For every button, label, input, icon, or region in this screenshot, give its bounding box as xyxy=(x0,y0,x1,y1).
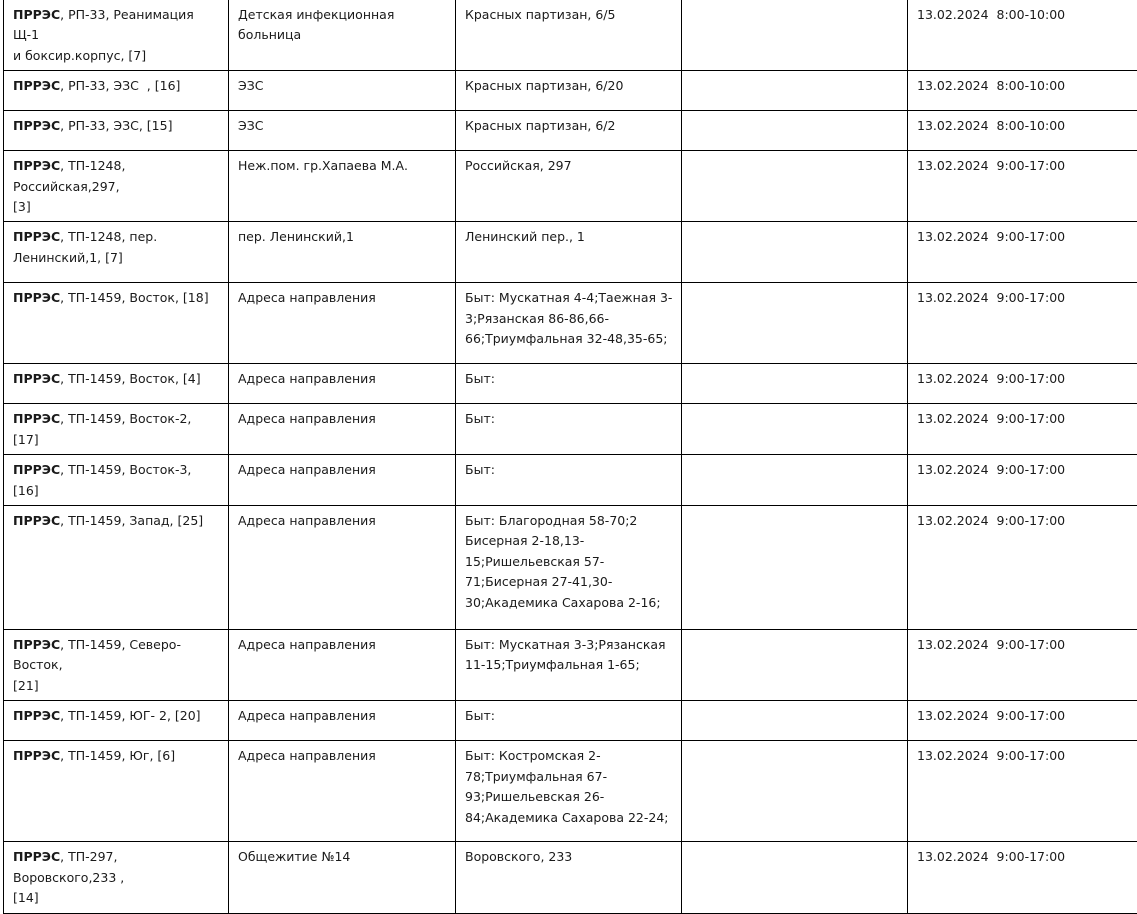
note-cell xyxy=(682,222,908,283)
object-cell xyxy=(4,283,229,364)
note-cell xyxy=(682,404,908,455)
object-cell xyxy=(4,842,229,913)
table-row xyxy=(4,506,1137,630)
object-cell xyxy=(4,630,229,701)
table-row xyxy=(4,0,1137,71)
date-cell: 13.02.2024 9:00-17:00 xyxy=(908,364,1137,404)
consumer-cell: Адреса направления xyxy=(229,455,456,506)
address-cell: Быт: xyxy=(456,455,682,506)
table-row xyxy=(4,630,1137,701)
address-cell: Быт: Костромская 2- 78;Триумфальная 67- 93;Ришельевская 26- 84;Академика Сахарова 22-24; xyxy=(456,741,682,842)
org-label: ПРРЭС xyxy=(13,748,60,763)
object-label: , ТП-1459, Восток-2, [17] xyxy=(13,411,195,446)
address-cell: Российская, 297 xyxy=(456,151,682,222)
note-cell xyxy=(682,701,908,741)
object-cell xyxy=(4,71,229,111)
object-label: , ТП-1459, Восток-3, [16] xyxy=(13,462,195,497)
note-cell xyxy=(682,111,908,151)
object-cell xyxy=(4,111,229,151)
object-cell xyxy=(4,404,229,455)
object-label: , ТП-1459, Северо-Восток, [21] xyxy=(13,637,181,693)
table-row xyxy=(4,222,1137,283)
consumer-cell: Адреса направления xyxy=(229,630,456,701)
address-cell: Быт: Благородная 58-70;2 Бисерная 2-18,13- 15;Ришельевская 57- 71;Бисерная 27-41,30- 30;Академика Сахарова 2-16; xyxy=(456,506,682,630)
address-cell: Красных партизан, 6/2 xyxy=(456,111,682,151)
org-label: ПРРЭС xyxy=(13,229,60,244)
note-cell xyxy=(682,364,908,404)
consumer-cell: Адреса направления xyxy=(229,741,456,842)
object-cell xyxy=(4,364,229,404)
note-cell xyxy=(682,71,908,111)
org-label: ПРРЭС xyxy=(13,513,60,528)
date-cell: 13.02.2024 9:00-17:00 xyxy=(908,701,1137,741)
date-cell: 13.02.2024 8:00-10:00 xyxy=(908,71,1137,111)
address-cell: Ленинский пер., 1 xyxy=(456,222,682,283)
note-cell xyxy=(682,506,908,630)
object-cell xyxy=(4,455,229,506)
object-label: , ТП-1248, пер. Ленинский,1, [7] xyxy=(13,229,157,264)
date-cell: 13.02.2024 8:00-10:00 xyxy=(908,111,1137,151)
consumer-cell: Адреса направления xyxy=(229,506,456,630)
note-cell xyxy=(682,741,908,842)
address-cell: Быт: xyxy=(456,404,682,455)
date-cell: 13.02.2024 9:00-17:00 xyxy=(908,741,1137,842)
object-cell xyxy=(4,151,229,222)
date-cell: 13.02.2024 9:00-17:00 xyxy=(908,222,1137,283)
object-label: , ТП-1248, Российская,297, [3] xyxy=(13,158,129,214)
address-cell: Быт: Мускатная 3-3;Рязанская 11-15;Триумфальная 1-65; xyxy=(456,630,682,701)
date-cell: 13.02.2024 9:00-17:00 xyxy=(908,630,1137,701)
address-cell: Быт: xyxy=(456,364,682,404)
consumer-cell: Неж.пом. гр.Хапаева М.А. xyxy=(229,151,456,222)
consumer-cell: ЭЗС xyxy=(229,71,456,111)
consumer-cell: Адреса направления xyxy=(229,283,456,364)
object-label: , ТП-1459, ЮГ- 2, [20] xyxy=(60,708,200,723)
object-cell xyxy=(4,506,229,630)
address-cell: Воровского, 233 xyxy=(456,842,682,913)
object-label: , ТП-1459, Восток, [4] xyxy=(60,371,200,386)
org-label: ПРРЭС xyxy=(13,290,60,305)
org-label: ПРРЭС xyxy=(13,708,60,723)
table-row xyxy=(4,71,1137,111)
object-label: , РП-33, ЭЗС, [15] xyxy=(60,118,172,133)
table-body xyxy=(4,0,1137,913)
org-label: ПРРЭС xyxy=(13,158,60,173)
object-cell xyxy=(4,741,229,842)
note-cell xyxy=(682,0,908,71)
address-cell: Быт: Мускатная 4-4;Таежная 3- 3;Рязанская 86-86,66- 66;Триумфальная 32-48,35-65; xyxy=(456,283,682,364)
org-label: ПРРЭС xyxy=(13,7,60,22)
consumer-cell: пер. Ленинский,1 xyxy=(229,222,456,283)
date-cell: 13.02.2024 8:00-10:00 xyxy=(908,0,1137,71)
date-cell: 13.02.2024 9:00-17:00 xyxy=(908,151,1137,222)
date-cell: 13.02.2024 9:00-17:00 xyxy=(908,404,1137,455)
table-row xyxy=(4,455,1137,506)
date-cell: 13.02.2024 9:00-17:00 xyxy=(908,455,1137,506)
date-cell: 13.02.2024 9:00-17:00 xyxy=(908,506,1137,630)
object-cell xyxy=(4,0,229,71)
object-label: , ТП-297, Воровского,233 , [14] xyxy=(13,849,124,905)
table-row xyxy=(4,701,1137,741)
object-label: , РП-33, ЭЗС , [16] xyxy=(60,78,180,93)
object-label: , РП-33, Реанимация Щ-1 и боксир.корпус, [7] xyxy=(13,7,198,63)
table-row xyxy=(4,111,1137,151)
note-cell xyxy=(682,630,908,701)
org-label: ПРРЭС xyxy=(13,411,60,426)
org-label: ПРРЭС xyxy=(13,371,60,386)
object-cell xyxy=(4,222,229,283)
date-cell: 13.02.2024 9:00-17:00 xyxy=(908,842,1137,913)
consumer-cell: Детская инфекционная больница xyxy=(229,0,456,71)
table-row xyxy=(4,404,1137,455)
date-cell: 13.02.2024 9:00-17:00 xyxy=(908,283,1137,364)
table-row xyxy=(4,283,1137,364)
table-row xyxy=(4,842,1137,913)
object-label: , ТП-1459, Юг, [6] xyxy=(60,748,175,763)
note-cell xyxy=(682,151,908,222)
consumer-cell: ЭЗС xyxy=(229,111,456,151)
address-cell: Быт: xyxy=(456,701,682,741)
table-row xyxy=(4,741,1137,842)
table-row xyxy=(4,364,1137,404)
consumer-cell: Адреса направления xyxy=(229,701,456,741)
consumer-cell: Адреса направления xyxy=(229,364,456,404)
note-cell xyxy=(682,455,908,506)
object-cell xyxy=(4,701,229,741)
org-label: ПРРЭС xyxy=(13,78,60,93)
object-label: , ТП-1459, Восток, [18] xyxy=(60,290,208,305)
org-label: ПРРЭС xyxy=(13,118,60,133)
consumer-cell: Общежитие №14 xyxy=(229,842,456,913)
consumer-cell: Адреса направления xyxy=(229,404,456,455)
address-cell: Красных партизан, 6/5 xyxy=(456,0,682,71)
table-row xyxy=(4,151,1137,222)
org-label: ПРРЭС xyxy=(13,849,60,864)
address-cell: Красных партизан, 6/20 xyxy=(456,71,682,111)
object-label: , ТП-1459, Запад, [25] xyxy=(60,513,203,528)
note-cell xyxy=(682,283,908,364)
outage-schedule-table xyxy=(3,0,1137,914)
org-label: ПРРЭС xyxy=(13,637,60,652)
note-cell xyxy=(682,842,908,913)
org-label: ПРРЭС xyxy=(13,462,60,477)
